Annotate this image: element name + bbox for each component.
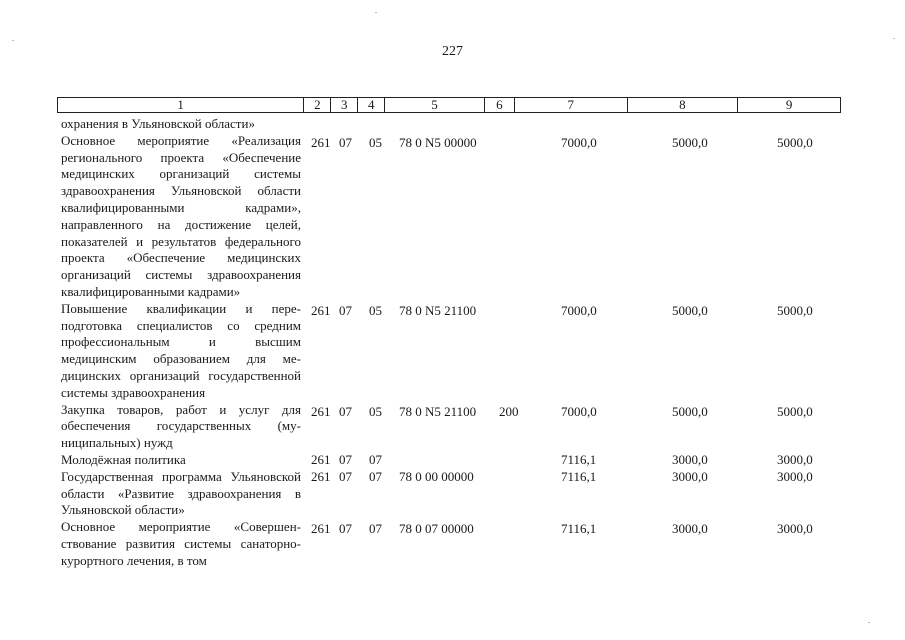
target-article: 78 0 N5 21100: [399, 302, 477, 318]
subsection-code: 05: [369, 134, 382, 150]
target-article: 78 0 N5 00000: [399, 134, 477, 150]
table-row: [61, 402, 841, 452]
row-description: Основное мероприятие «Совершенствование развития системы санаторно-курортного лечения, в том: [61, 519, 301, 568]
target-article: 78 0 N5 21100: [399, 403, 477, 419]
amount-col-8: 3000,0: [672, 451, 708, 467]
admin-code: 261: [311, 134, 331, 150]
amount-col-9: 3000,0: [777, 521, 813, 537]
header-col-6: 6: [485, 98, 515, 112]
scan-artifact: [893, 38, 895, 39]
row-description: охранения в Ульяновской области»: [61, 116, 255, 131]
table-row: [61, 301, 841, 402]
section-code: 07: [339, 134, 352, 150]
amount-col-8: 3000,0: [672, 468, 708, 484]
amount-col-7: 7116,1: [561, 451, 597, 467]
row-description: Повышение квалификации и переподготовка специалистов со средним профессиональным и высшим медицинским образованием для медицинских организаций государственной системы здравоохранения: [61, 300, 301, 400]
amount-col-7: 7116,1: [561, 521, 597, 537]
amount-col-8: 5000,0: [672, 134, 708, 150]
table-row: [61, 519, 841, 569]
table-row: [61, 469, 841, 519]
amount-col-8: 5000,0: [672, 302, 708, 318]
header-col-1: 1: [58, 98, 304, 112]
table-body: [61, 116, 841, 570]
scan-artifact: [868, 622, 870, 623]
header-col-4: 4: [358, 98, 385, 112]
subsection-code: 07: [369, 468, 382, 484]
amount-col-7: 7116,1: [561, 468, 597, 484]
table-row: [61, 116, 841, 133]
amount-col-8: 3000,0: [672, 521, 708, 537]
header-col-9: 9: [785, 97, 793, 112]
header-col-8: 8: [628, 98, 739, 112]
amount-col-9: 3000,0: [777, 468, 813, 484]
table-header: [57, 97, 841, 113]
admin-code: 261: [311, 403, 331, 419]
target-article: 78 0 07 00000: [399, 521, 474, 537]
target-article: 78 0 00 00000: [399, 468, 474, 484]
scan-artifact: [375, 12, 377, 13]
admin-code: 261: [311, 302, 331, 318]
section-code: 07: [339, 468, 352, 484]
amount-col-9: 5000,0: [777, 134, 813, 150]
page-number: 227: [442, 44, 463, 59]
scan-artifact: [12, 40, 14, 41]
header-col-5: 5: [385, 98, 485, 112]
header-col-2: 2: [304, 98, 331, 112]
amount-col-7: 7000,0: [561, 302, 597, 318]
admin-code: 261: [311, 521, 331, 537]
header-col-3: 3: [331, 98, 358, 112]
amount-col-9: 5000,0: [777, 302, 813, 318]
subsection-code: 07: [369, 521, 382, 537]
amount-col-7: 7000,0: [561, 134, 597, 150]
section-code: 07: [339, 302, 352, 318]
header-col-7: 7: [515, 98, 628, 112]
section-code: 07: [339, 521, 352, 537]
amount-col-7: 7000,0: [561, 403, 597, 419]
table-row: [61, 452, 841, 469]
table-row: [61, 133, 841, 301]
section-code: 07: [339, 403, 352, 419]
admin-code: 261: [311, 451, 331, 467]
amount-col-8: 5000,0: [672, 403, 708, 419]
amount-col-9: 3000,0: [777, 451, 813, 467]
row-description: Молодёжная политика: [61, 451, 186, 467]
amount-col-9: 5000,0: [777, 403, 813, 419]
admin-code: 261: [311, 468, 331, 484]
subsection-code: 05: [369, 403, 382, 419]
subsection-code: 05: [369, 302, 382, 318]
row-description: Основное мероприятие «Реализация регионального проекта «Обеспечение медицинских организаций системы здравоохранения Ульяновской области квалифицированными кадрами», направленного на достижение целей, показателей и результатов федерального проекта «Обеспечение медицинских организаций системы здравоохранения квалифицированными кадрами»: [61, 132, 301, 299]
section-code: 07: [339, 451, 352, 467]
expense-type: 200: [499, 403, 519, 419]
row-description: Закупка товаров, работ и услуг для обеспечения государственных (муниципальных) нужд: [61, 401, 301, 451]
row-description: Государственная программа Ульяновской области «Развитие здравоохранения в Ульяновской области»: [61, 468, 301, 518]
subsection-code: 07: [369, 451, 382, 467]
